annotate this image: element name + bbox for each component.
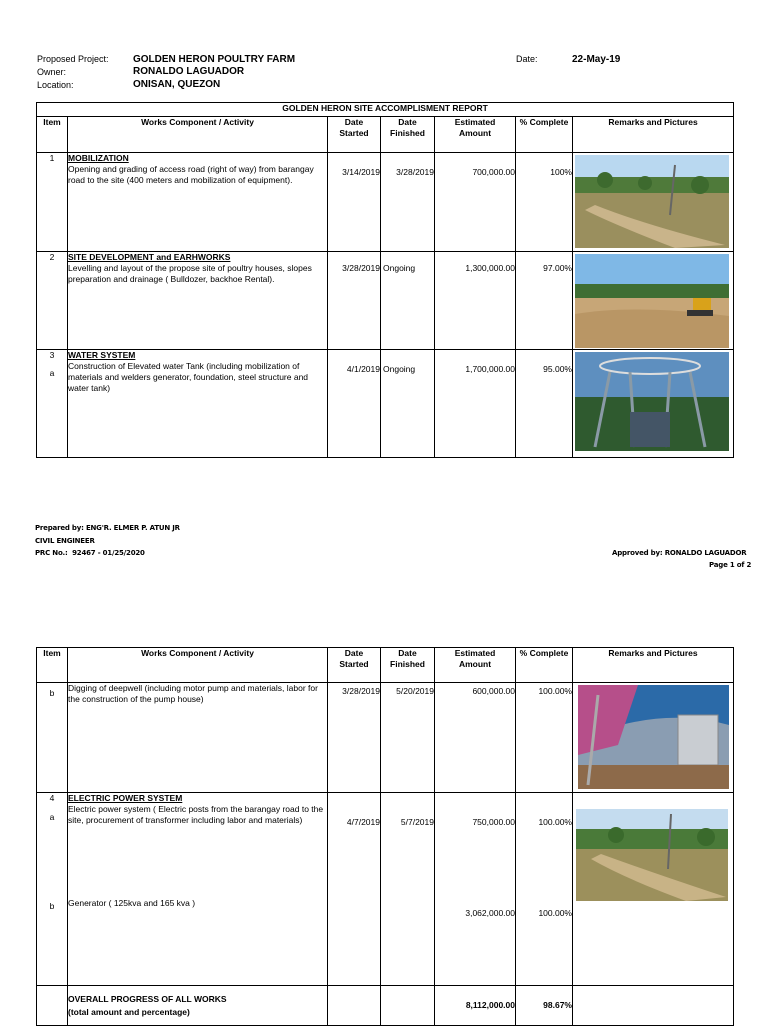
activity-description: Digging of deepwell (including motor pump and materials, labor for the construction of the pump house) bbox=[68, 683, 318, 704]
deepwell-photo bbox=[578, 685, 729, 789]
sub-item-letter: a bbox=[49, 368, 55, 378]
date-started: 3/28/2019 bbox=[342, 263, 380, 273]
section-heading: ELECTRIC POWER SYSTEM bbox=[68, 793, 183, 803]
estimated-amount: 1,300,000.00 bbox=[465, 263, 515, 273]
section-heading: WATER SYSTEM bbox=[68, 350, 136, 360]
percent-complete: 100.00% bbox=[538, 817, 572, 827]
percent-complete: 97.00% bbox=[543, 263, 572, 273]
owner-value: RONALDO LAGUADOR bbox=[133, 66, 245, 77]
date-finished: Ongoing bbox=[383, 263, 416, 273]
col-complete: % Complete bbox=[516, 648, 573, 683]
sub-item-letter: b bbox=[49, 901, 55, 911]
col-date-finished: Date Finished bbox=[381, 117, 435, 153]
activity-description: Electric power system ( Electric posts from the barangay road to the site, procurement of transformer including labor and materials) bbox=[68, 804, 324, 825]
item-number: 3 bbox=[49, 350, 55, 360]
item-number: 1 bbox=[49, 153, 55, 163]
activity-description: Levelling and layout of the propose site of poultry houses, slopes preparation and drainage ( Bulldozer, backhoe Rental). bbox=[68, 263, 312, 284]
percent-complete: 100% bbox=[550, 167, 572, 177]
date-finished: 5/7/2019 bbox=[400, 817, 434, 827]
date-started: 3/28/2019 bbox=[342, 686, 380, 696]
date-finished: Ongoing bbox=[383, 364, 416, 374]
col-date-started: Date Started bbox=[328, 117, 381, 153]
estimated-amount: 600,000.00 bbox=[472, 686, 515, 696]
item-number: 2 bbox=[49, 252, 55, 262]
owner-label: Owner: bbox=[37, 67, 67, 77]
location-label: Location: bbox=[37, 80, 74, 90]
col-amount: Estimated Amount bbox=[435, 117, 516, 153]
location-value: ONISAN, QUEZON bbox=[133, 79, 221, 90]
prepared-title: CIVIL ENGINEER bbox=[35, 537, 95, 545]
activity-description: Construction of Elevated water Tank (including mobilization of materials and welders generator, foundation, steel structure and water tank) bbox=[68, 361, 309, 393]
col-date-finished: Date Finished bbox=[381, 648, 435, 683]
overall-amount: 8,112,000.00 bbox=[435, 986, 516, 1026]
date-started: 3/14/2019 bbox=[342, 167, 380, 177]
col-complete: % Complete bbox=[516, 117, 573, 153]
overall-subtitle: (total amount and percentage) bbox=[68, 1006, 190, 1017]
estimated-amount: 700,000.00 bbox=[472, 167, 515, 177]
col-item: Item bbox=[37, 117, 68, 153]
col-remarks: Remarks and Pictures bbox=[573, 648, 734, 683]
project-value: GOLDEN HERON POULTRY FARM bbox=[133, 54, 296, 65]
electric-post-photo bbox=[576, 809, 728, 901]
activity-description: Generator ( 125kva and 165 kva ) bbox=[68, 898, 196, 908]
item-number: 4 bbox=[49, 793, 55, 803]
overall-percent: 98.67% bbox=[516, 986, 573, 1026]
date-label: Date: bbox=[516, 54, 538, 64]
col-works: Works Component / Activity bbox=[68, 117, 328, 153]
date-started: 4/7/2019 bbox=[346, 817, 380, 827]
overall-row bbox=[37, 986, 734, 1026]
prepared-by: Prepared by: ENG'R. ELMER P. ATUN JR bbox=[35, 524, 180, 532]
col-remarks: Remarks and Pictures bbox=[573, 117, 734, 153]
sub-item-letter: a bbox=[49, 812, 55, 822]
approved-by: Approved by: RONALDO LAGUADOR bbox=[612, 549, 747, 557]
page-number: Page 1 of 2 bbox=[709, 561, 752, 569]
report-title: GOLDEN HERON SITE ACCOMPLISMENT REPORT bbox=[37, 103, 734, 117]
sub-item-letter: b bbox=[49, 688, 55, 698]
date-finished: 3/28/2019 bbox=[396, 167, 434, 177]
project-label: Proposed Project: bbox=[37, 54, 109, 64]
estimated-amount: 3,062,000.00 bbox=[465, 908, 515, 918]
percent-complete: 100.00% bbox=[538, 686, 572, 696]
section-heading: SITE DEVELOPMENT and EARHWORKS bbox=[68, 252, 231, 262]
percent-complete: 95.00% bbox=[543, 364, 572, 374]
col-works: Works Component / Activity bbox=[68, 648, 328, 683]
access-road-photo bbox=[575, 155, 729, 248]
activity-description: Opening and grading of access road (right of way) from barangay road to the site (400 meters and mobilization of equipment). bbox=[68, 164, 314, 185]
col-item: Item bbox=[37, 648, 68, 683]
date-value: 22-May-19 bbox=[572, 54, 621, 65]
section-heading: MOBILIZATION bbox=[68, 153, 129, 163]
estimated-amount: 1,700,000.00 bbox=[465, 364, 515, 374]
percent-complete: 100.00% bbox=[538, 908, 572, 918]
date-finished: 5/20/2019 bbox=[396, 686, 434, 696]
estimated-amount: 750,000.00 bbox=[472, 817, 515, 827]
col-amount: Estimated Amount bbox=[435, 648, 516, 683]
prc-number: PRC No.: 92467 - 01/25/2020 bbox=[35, 549, 145, 557]
site-development-photo bbox=[575, 254, 729, 348]
date-started: 4/1/2019 bbox=[346, 364, 380, 374]
col-date-started: Date Started bbox=[328, 648, 381, 683]
overall-title: OVERALL PROGRESS OF ALL WORKS bbox=[68, 993, 227, 1004]
water-tank-photo bbox=[575, 352, 729, 451]
